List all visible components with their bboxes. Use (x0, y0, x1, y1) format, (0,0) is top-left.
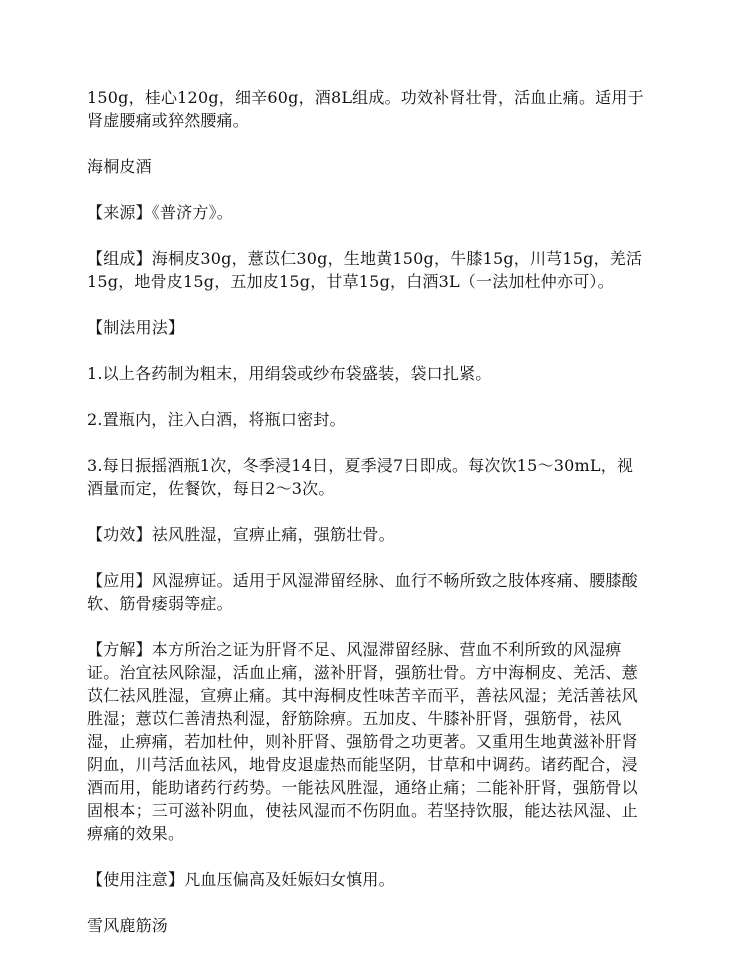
text-continuation-paragraph: 150g，桂心120g，细辛60g，酒8L组成。功效补肾壮骨，活血止痛。适用于肾虚腰痛或猝然腰痛。 (87, 88, 644, 130)
composition-paragraph: 【组成】海桐皮30g，薏苡仁30g，生地黄150g，牛膝15g，川芎15g，羌活15g，地骨皮15g，五加皮15g，甘草15g，白酒3L（一法加杜仲亦可）。 (87, 249, 643, 291)
precautions-paragraph: 【使用注意】凡血压偏高及妊娠妇女慎用。 (87, 870, 395, 889)
recipe-title: 海桐皮酒 (87, 157, 152, 176)
next-recipe-title: 雪风鹿筋汤 (87, 916, 169, 935)
source-paragraph: 【来源】《普济方》。 (87, 203, 234, 222)
formula-analysis-paragraph: 【方解】本方所治之证为肝肾不足、风湿滞留经脉、营血不利所致的风湿痹证。治宜祛风除湿，活血止痛，滋补肝肾，强筋壮骨。方中海桐皮、羌活、薏苡仁祛风胜湿，宣痹止痛。其中海桐皮性味苦辛而平，善祛风湿；羌活善祛风胜湿；薏苡仁善清热利湿，舒筋除痹。五加皮、牛膝补肝肾，强筋骨，祛风湿，止痹痛，若加杜仲，则补肝肾、强筋骨之功更著。又重用生地黄滋补肝肾阴血，川芎活血祛风，地骨皮退虚热而能坚阴，甘草和中调药。诸药配合，浸酒而用，能助诸药行药势。一能祛风胜湿，通络止痛；二能补肝肾，强筋骨以固根本；三可滋补阴血，使祛风湿而不伤阴血。若坚持饮服，能达祛风湿、止痹痛的效果。 (87, 640, 638, 843)
application-paragraph: 【应用】风湿痹证。适用于风湿滞留经脉、血行不畅所致之肢体疼痛、腰膝酸软、筋骨痿弱等症。 (87, 571, 638, 613)
preparation-heading: 【制法用法】 (87, 318, 185, 337)
step-2-paragraph: 2.置瓶内，注入白酒，将瓶口密封。 (87, 410, 346, 429)
step-1-paragraph: 1.以上各药制为粗末，用绢袋或纱布袋盛装，袋口扎紧。 (87, 364, 492, 383)
step-3-paragraph: 3.每日振摇酒瓶1次，冬季浸14日，夏季浸7日即成。每次饮15～30mL，视酒量而定，佐餐饮，每日2～3次。 (87, 456, 634, 498)
document-page (87, 86, 647, 960)
efficacy-paragraph: 【功效】祛风胜湿，宣痹止痛，强筋壮骨。 (87, 525, 395, 544)
